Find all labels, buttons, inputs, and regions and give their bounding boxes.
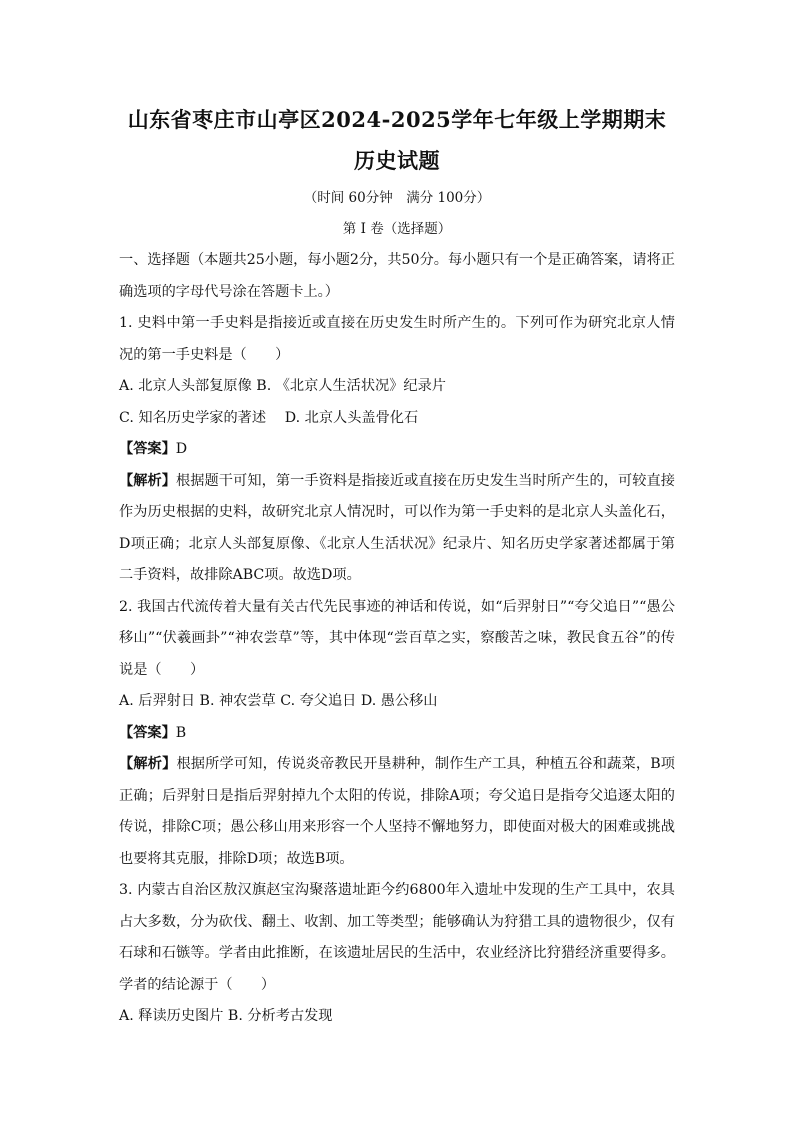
question-2-answer: [119, 718, 675, 750]
exam-title-line2: 历史试题: [354, 148, 440, 173]
analysis-text: 根据所学可知，传说炎帝教民开垦耕种，制作生产工具，种植五谷和蔬菜，B项正确；后羿射日是指后羿射掉九个太阳的传说，排除A项；夸父追日是指夸父追逐太阳的传说，排除C项；愚公移山用来形容一个人坚持不懈地努力，即使面对极大的困难或挑战也要将其克服，排除D项；故选B项。: [119, 756, 675, 867]
analysis-label: 【解析】: [119, 756, 177, 772]
question-1-stem: 1. 史料中第一手史料是指接近或直接在历史发生时所产生的。下列可作为研究北京人情况的第一手史料是（ ）: [119, 315, 675, 363]
answer-label: 【答案】: [119, 441, 176, 457]
analysis-text: 根据题干可知，第一手资料是指接近或直接在历史发生当时所产生的，可较直接作为历史根据的史料，故研究北京人情况时，可以作为第一手史料的是北京人头盖化石，D项正确；北京人头部复原像、《北京人生活状况》纪录片、知名历史学家著述都属于第二手资料，故排除ABC项。故选D项。: [119, 472, 675, 583]
volume-heading: 第 I 卷（选择题）: [342, 221, 452, 237]
time-and-score: （时间 60分钟 满分 100分）: [303, 190, 491, 206]
question-1-analysis: [119, 466, 675, 592]
exam-title-line1: 山东省枣庄市山亭区2024-2025学年七年级上学期期末: [127, 107, 667, 132]
question-1-options-a-b: A. 北京人头部复原像 B. 《北京人生活状况》纪录片: [119, 378, 446, 394]
question-3-stem: 3. 内蒙古自治区敖汉旗赵宝沟聚落遗址距今约6800年入遗址中发现的生产工具中，农具占大多数，分为砍伐、翻土、收割、加工等类型；能够确认为狩猎工具的遗物很少，仅有石球和石镞等。学者由此推断，在该遗址居民的生活中，农业经济比狩猎经济重要得多。学者的结论源于（ ）: [119, 882, 675, 993]
question-2-stem: 2. 我国古代流传着大量有关古代先民事迹的神话和传说，如“后羿射日”“夸父追日”“愚公移山”“伏羲画卦”“神农尝草”等，其中体现“尝百草之实，察酸苦之味，教民食五谷”的传说是（ ）: [119, 598, 675, 678]
question-1-answer: [119, 434, 675, 466]
question-2-analysis: [119, 749, 675, 875]
answer-value: D: [175, 441, 188, 457]
question-3-options-a-b: A. 释读历史图片 B. 分析考古发现: [119, 1008, 333, 1024]
question-2-options: A. 后羿射日 B. 神农尝草 C. 夸父追日 D. 愚公移山: [119, 693, 438, 709]
answer-label: 【答案】: [119, 724, 176, 741]
answer-value: B: [175, 724, 187, 741]
section-instructions: 一、选择题（本题共25小题，每小题2分，共50分。每小题只有一个是正确答案，请将正确选项的字母代号涂在答题卡上。）: [119, 252, 675, 300]
question-1-options-c-d: C. 知名历史学家的著述 D. 北京人头盖骨化石: [119, 409, 419, 426]
exam-body: [119, 245, 675, 1033]
analysis-label: 【解析】: [119, 472, 177, 489]
